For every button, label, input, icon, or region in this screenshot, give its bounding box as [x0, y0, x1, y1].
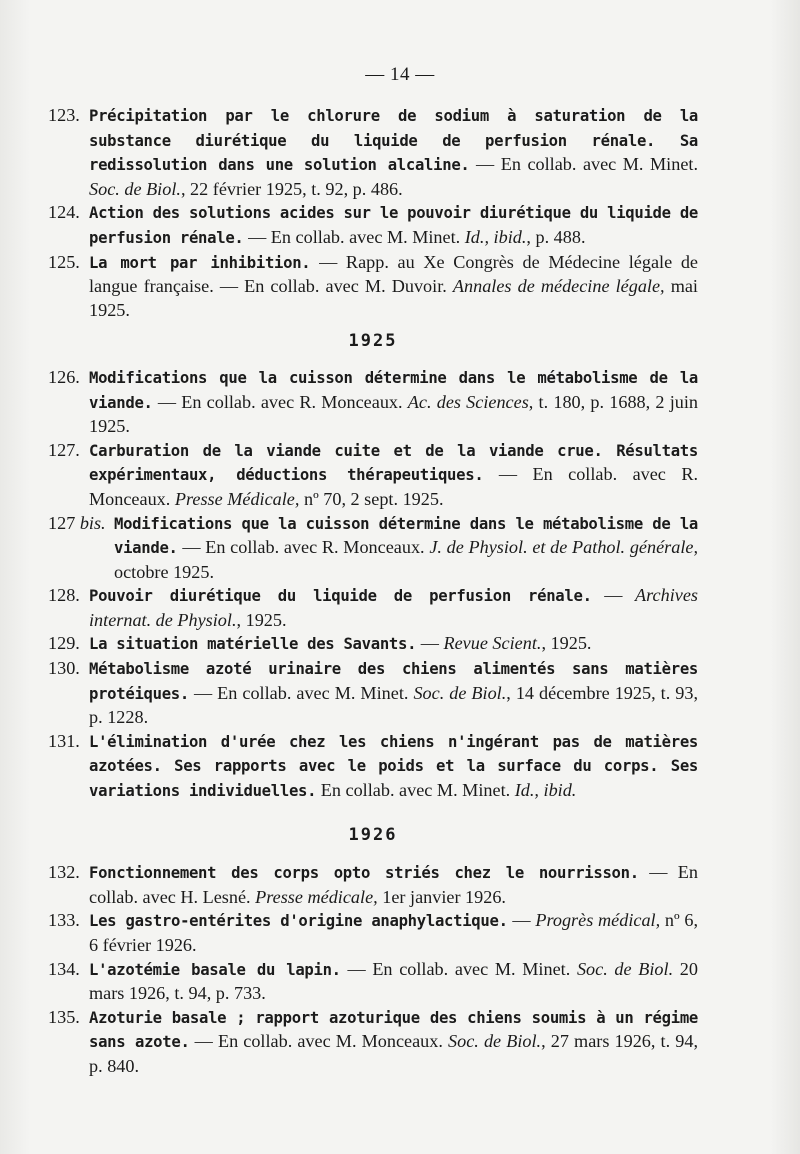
list-item	[48, 201, 698, 250]
entry-number: 133.	[48, 910, 80, 931]
list-item	[48, 909, 698, 957]
entry-title: Fonctionnement des corps opto striés chez le nourrisson.	[89, 864, 639, 883]
entry-details: , 22 février 1925, t. 92, p. 486.	[180, 178, 403, 199]
entry-details: nº 6, 6 février 1926.	[89, 910, 699, 955]
entry-journal: Id., ibid.	[464, 226, 527, 247]
entry-journal: Soc. de Biol.	[413, 682, 507, 703]
list-item	[48, 251, 698, 323]
year-heading-1926: 1926	[348, 824, 398, 845]
entry-number: 127.	[48, 439, 80, 460]
entry-journal: Soc. de Biol.	[448, 1031, 542, 1052]
entry-journal: Soc. de Biol.	[576, 958, 674, 979]
year-heading-1925: 1925	[348, 331, 398, 352]
entry-details: 1er janvier 1926.	[377, 886, 506, 907]
entry-title: Les gastro-entérites d'origine anaphylactique.	[89, 912, 508, 931]
entry-title: Carburation de la viande cuite et de la viande crue. Résultats expérimentaux, déductions thérapeutiques.	[89, 441, 698, 485]
entry-number: 132.	[48, 862, 80, 883]
entry-authors: — En collab. avec M. Minet.	[188, 682, 414, 703]
entry-title: La mort par inhibition.	[89, 253, 311, 272]
entry-number: 125.	[48, 251, 80, 272]
list-item	[48, 730, 698, 804]
entry-details: , 1925.	[236, 609, 287, 630]
entry-authors: En collab. avec M. Minet.	[316, 780, 515, 801]
entry-journal: Presse Médicale,	[174, 488, 300, 509]
entry-details: mai 1925.	[89, 276, 698, 320]
list-item	[48, 439, 698, 512]
entry-title: Précipitation par le chlorure de sodium à saturation de la substance diurétique du liquide de perfusion rénale. Sa redissolution dans une solution alcaline.	[89, 107, 698, 175]
entry-title: Action des solutions acides sur le pouvoir diurétique du liquide de perfusion rénale.	[89, 204, 698, 247]
list-item	[48, 1006, 698, 1079]
entry-title: La situation matérielle des Savants.	[89, 635, 417, 654]
entry-details: , 27 mars 1926, t. 94, p. 840.	[89, 1031, 698, 1076]
entry-authors: —	[416, 633, 444, 654]
entry-authors: — En collab. avec M. Minet.	[340, 958, 577, 979]
list-item	[48, 104, 698, 201]
list-item	[48, 958, 698, 1006]
page-number: — 14 —	[365, 64, 435, 85]
entry-number: 135.	[48, 1006, 80, 1027]
entry-title: Pouvoir diurétique du liquide de perfusion rénale.	[89, 587, 592, 606]
entry-authors: —	[507, 910, 536, 931]
entry-authors: — En collab. avec R. Monceaux.	[89, 464, 698, 509]
entry-details: octobre 1925.	[114, 561, 215, 582]
entry-journal: Ac. des Sciences	[407, 391, 529, 412]
list-item	[48, 512, 698, 585]
bibliography-list	[48, 104, 698, 1079]
entry-authors: — En collab. avec M. Minet.	[469, 154, 698, 175]
entry-details: , t. 180, p. 1688, 2 juin 1925.	[89, 391, 698, 437]
entry-number: 131.	[48, 730, 80, 751]
entry-number: 134.	[48, 958, 80, 979]
entry-number: 130.	[48, 658, 80, 679]
entry-number: 129.	[48, 633, 80, 654]
entry-authors: — En collab. avec H. Lesné.	[89, 862, 698, 907]
list-item	[48, 366, 698, 439]
entry-details: nº 70, 2 sept. 1925.	[299, 488, 444, 509]
entry-authors: — En collab. avec R. Monceaux.	[177, 537, 430, 558]
entry-journal: Archives internat. de Physiol.	[89, 585, 699, 630]
list-item	[48, 657, 698, 730]
entry-title: Modifications que la cuisson détermine dans le métabolisme de la viande.	[114, 514, 698, 558]
entry-details: , 14 décembre 1925, t. 93, p. 1228.	[89, 682, 698, 728]
entry-title: Modifications que la cuisson détermine dans le métabolisme de la viande.	[89, 368, 698, 412]
entry-title: L'azotémie basale du lapin.	[89, 960, 341, 979]
entry-authors: —	[591, 585, 636, 606]
entry-details: , 1925.	[541, 633, 592, 654]
entry-number: 126.	[48, 366, 80, 387]
entry-title: Azoturie basale ; rapport azoturique des chiens soumis à un régime sans azote.	[89, 1008, 698, 1052]
entry-journal: Soc. de Biol.	[89, 178, 181, 199]
entry-number: 128.	[48, 585, 80, 606]
entry-details: 20 mars 1926, t. 94, p. 733.	[89, 958, 698, 1004]
list-item	[48, 632, 698, 657]
entry-journal: Presse médicale,	[255, 886, 378, 907]
entry-number: 123.	[48, 105, 80, 125]
entry-journal: Annales de médecine légale,	[452, 276, 665, 297]
entry-number-bis: bis.	[79, 512, 106, 533]
entry-journal: J. de Physiol. et de Pathol. générale,	[429, 537, 698, 558]
entry-authors: — En collab. avec M. Monceaux.	[189, 1031, 449, 1052]
entry-number: 127 bis.	[48, 512, 106, 533]
entry-number: 124.	[48, 202, 80, 223]
entry-title: Métabolisme azoté urinaire des chiens alimentés sans matières protéiques.	[89, 660, 698, 703]
entry-details: , p. 488.	[526, 226, 586, 247]
entry-title: L'élimination d'urée chez les chiens n'ingérant pas de matières azotées. Ses rapports avec le poids et la surface du corps. Ses variations individuelles.	[89, 732, 698, 801]
entry-authors: — En collab. avec M. Minet.	[243, 226, 465, 247]
entry-authors: — Rapp. au Xe Congrès de Médecine légale de langue française. — En collab. avec M. Duvoir.	[89, 251, 698, 297]
entry-journal: Revue Scient.	[443, 633, 542, 654]
entry-authors: — En collab. avec R. Monceaux.	[152, 391, 408, 412]
list-item	[48, 584, 698, 632]
entry-journal: Id., ibid.	[514, 780, 577, 801]
list-item	[48, 861, 698, 909]
entry-journal: Progrès médical,	[535, 910, 661, 931]
